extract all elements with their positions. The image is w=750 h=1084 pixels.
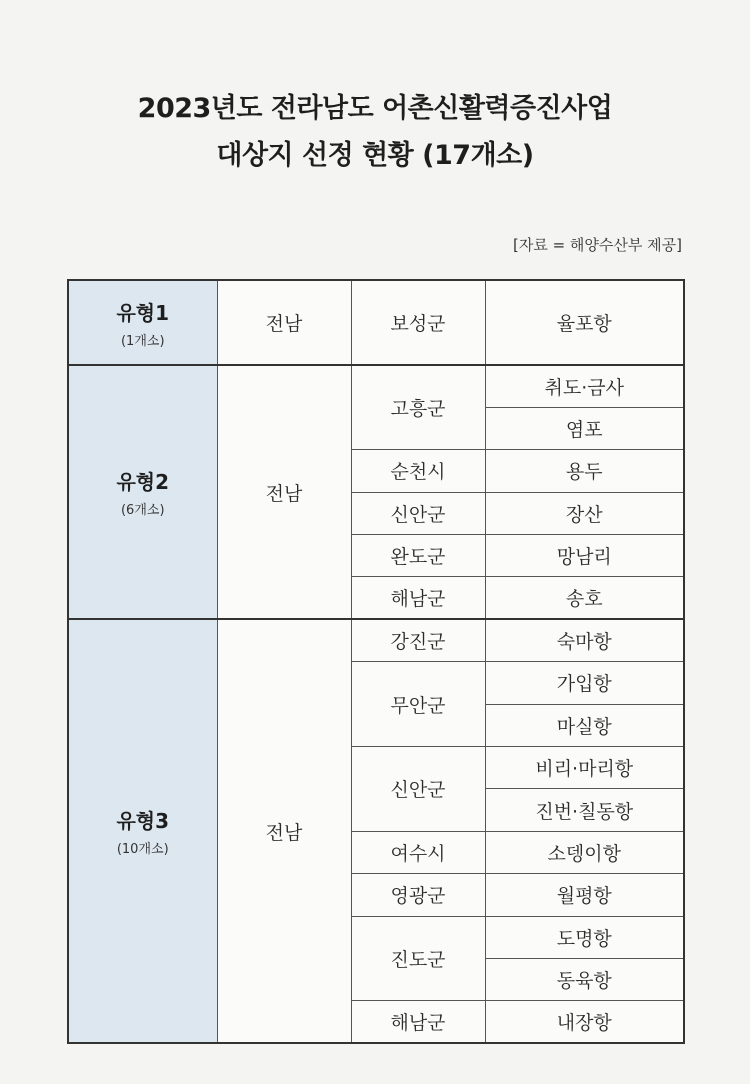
type-count: (1개소) [120,333,165,349]
port-cell: 동육항 [485,958,684,1000]
port-cell: 율포항 [485,280,684,365]
type-name: 유형2 [116,470,170,495]
county-cell: 보성군 [351,280,485,365]
county-cell: 순천시 [351,450,485,492]
page-subtitle: 대상지 선정 현황 (17개소) [216,140,534,171]
type-count: (6개소) [120,503,165,519]
port-cell: 취도·금사 [485,365,684,407]
county-cell: 여수시 [351,831,485,873]
port-cell: 마실항 [485,704,684,746]
type-cell [68,619,217,1043]
county-cell: 진도군 [351,916,485,1001]
region-cell: 전남 [217,619,351,1043]
table-row [68,280,684,365]
type-cell [68,280,217,365]
port-cell: 염포 [485,407,684,449]
county-cell: 해남군 [351,1001,485,1043]
table-row [68,365,684,407]
county-cell: 영광군 [351,874,485,916]
port-cell: 망남리 [485,535,684,577]
county-cell: 고흥군 [351,365,485,450]
port-cell: 송호 [485,577,684,619]
port-cell: 숙마항 [485,619,684,661]
type-name: 유형1 [116,300,170,325]
port-cell: 용두 [485,450,684,492]
county-cell: 강진군 [351,619,485,661]
county-cell: 신안군 [351,747,485,832]
region-cell: 전남 [217,365,351,619]
port-cell: 월평항 [485,874,684,916]
type-name: 유형3 [116,809,170,834]
county-cell: 무안군 [351,662,485,747]
port-cell: 내장항 [485,1001,684,1043]
selection-table [67,279,685,1044]
county-cell: 완도군 [351,535,485,577]
page-title: 2023년도 전라남도 어촌신활력증진사업 [137,93,613,124]
port-cell: 가입항 [485,662,684,704]
county-cell: 해남군 [351,577,485,619]
type-cell [68,365,217,619]
source-note: [자료 = 해양수산부 제공] [513,236,682,254]
port-cell: 장산 [485,492,684,534]
port-cell: 진번·칠동항 [485,789,684,831]
port-cell: 도명항 [485,916,684,958]
port-cell: 비리·마리항 [485,747,684,789]
region-cell: 전남 [217,280,351,365]
county-cell: 신안군 [351,492,485,534]
port-cell: 소뎅이항 [485,831,684,873]
table-row [68,619,684,661]
type-count: (10개소) [116,842,169,858]
